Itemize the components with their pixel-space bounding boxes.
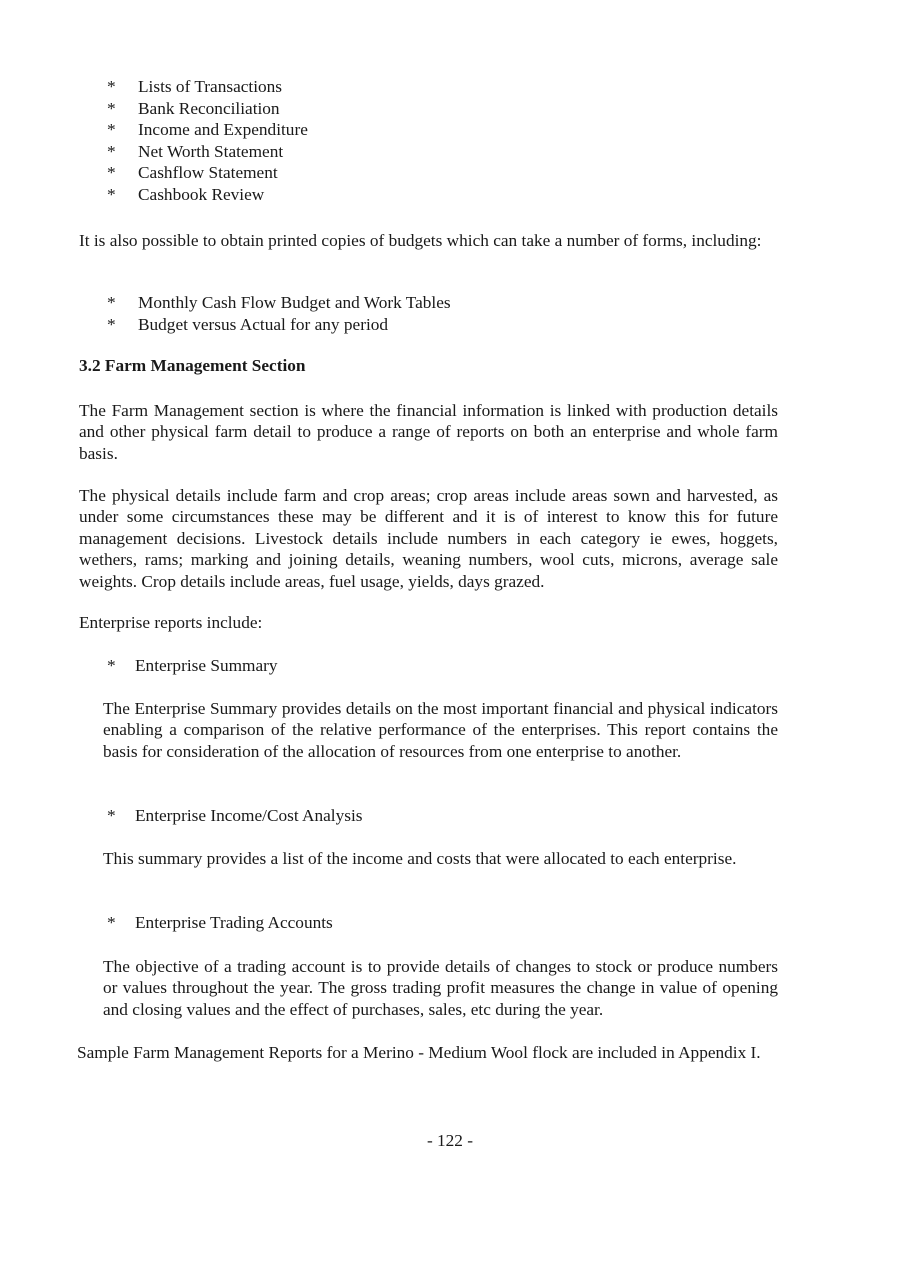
list-item bbox=[107, 292, 557, 314]
report-title-text: Enterprise Summary bbox=[135, 656, 278, 675]
list-item bbox=[107, 184, 507, 206]
bullet-star: * bbox=[107, 77, 116, 96]
list-item bbox=[107, 141, 507, 163]
farm-management-paragraph: The Farm Management section is where the financial information is linked with production details and other physical farm detail to produce a range of reports on both an enterprise and whole farm basis. bbox=[79, 401, 778, 463]
bullet-star: * bbox=[107, 98, 116, 118]
list-item-text: Lists of Transactions bbox=[138, 77, 283, 96]
list-item bbox=[107, 162, 507, 184]
list-item-text: Income and Expenditure bbox=[138, 120, 308, 140]
enterprise-report-description: The objective of a trading account is to provide details of changes to stock or produce numbers or values throughout the year. The gross trading profit measures the change in value of opening and closing values and the effect of purchases, sales, etc during the year. bbox=[103, 957, 778, 1019]
bullet-star: * bbox=[107, 163, 116, 183]
closing-paragraph: Sample Farm Management Reports for a Merino - Medium Wool flock are included in Appendix I. bbox=[77, 1043, 761, 1062]
enterprise-report-description: This summary provides a list of the income and costs that were allocated to each enterprise. bbox=[103, 849, 737, 868]
enterprise-report-title bbox=[107, 655, 278, 677]
bullet-star: * bbox=[107, 120, 116, 140]
bullet-star: * bbox=[107, 314, 116, 334]
list-item-text: Cashflow Statement bbox=[138, 163, 278, 183]
budgets-intro: It is also possible to obtain printed copies of budgets which can take a number of forms, including: bbox=[79, 231, 762, 250]
page-number: - 122 - bbox=[426, 1131, 474, 1150]
reports-list bbox=[107, 76, 507, 206]
enterprise-report-title bbox=[107, 912, 333, 934]
bullet-star: * bbox=[107, 656, 116, 675]
budgets-list bbox=[107, 292, 557, 335]
list-item bbox=[107, 314, 557, 336]
bullet-star: * bbox=[107, 141, 116, 161]
report-title-text: Enterprise Income/Cost Analysis bbox=[135, 806, 363, 825]
section-heading: 3.2 Farm Management Section bbox=[79, 356, 306, 375]
bullet-star: * bbox=[107, 806, 116, 825]
physical-details-paragraph: The physical details include farm and crop areas; crop areas include areas sown and harvested, as under some circumstances these may be different and it is of interest to know this for future management decisions. Livestock details include numbers in each category ie ewes, hoggets, wethers, rams; marking and joining details, weaning numbers, wool cuts, microns, average sale weights. Crop details include areas, fuel usage, yields, days grazed. bbox=[79, 486, 778, 591]
list-item bbox=[107, 98, 507, 120]
list-item-text: Net Worth Statement bbox=[138, 141, 284, 161]
list-item bbox=[107, 76, 507, 98]
enterprise-reports-intro: Enterprise reports include: bbox=[79, 613, 263, 632]
list-item-text: Cashbook Review bbox=[138, 184, 265, 204]
bullet-star: * bbox=[107, 184, 116, 204]
enterprise-report-title bbox=[107, 805, 363, 827]
list-item bbox=[107, 119, 507, 141]
list-item-text: Bank Reconciliation bbox=[138, 98, 280, 118]
enterprise-report-description: The Enterprise Summary provides details on the most important financial and physical indicators enabling a comparison of the relative performance of the enterprises. This report contains the basis for consideration of the allocation of resources from one enterprise to another. bbox=[103, 699, 778, 761]
bullet-star: * bbox=[107, 293, 116, 312]
report-title-text: Enterprise Trading Accounts bbox=[135, 913, 333, 932]
list-item-text: Budget versus Actual for any period bbox=[138, 314, 389, 334]
list-item-text: Monthly Cash Flow Budget and Work Tables bbox=[138, 293, 451, 312]
bullet-star: * bbox=[107, 913, 116, 932]
